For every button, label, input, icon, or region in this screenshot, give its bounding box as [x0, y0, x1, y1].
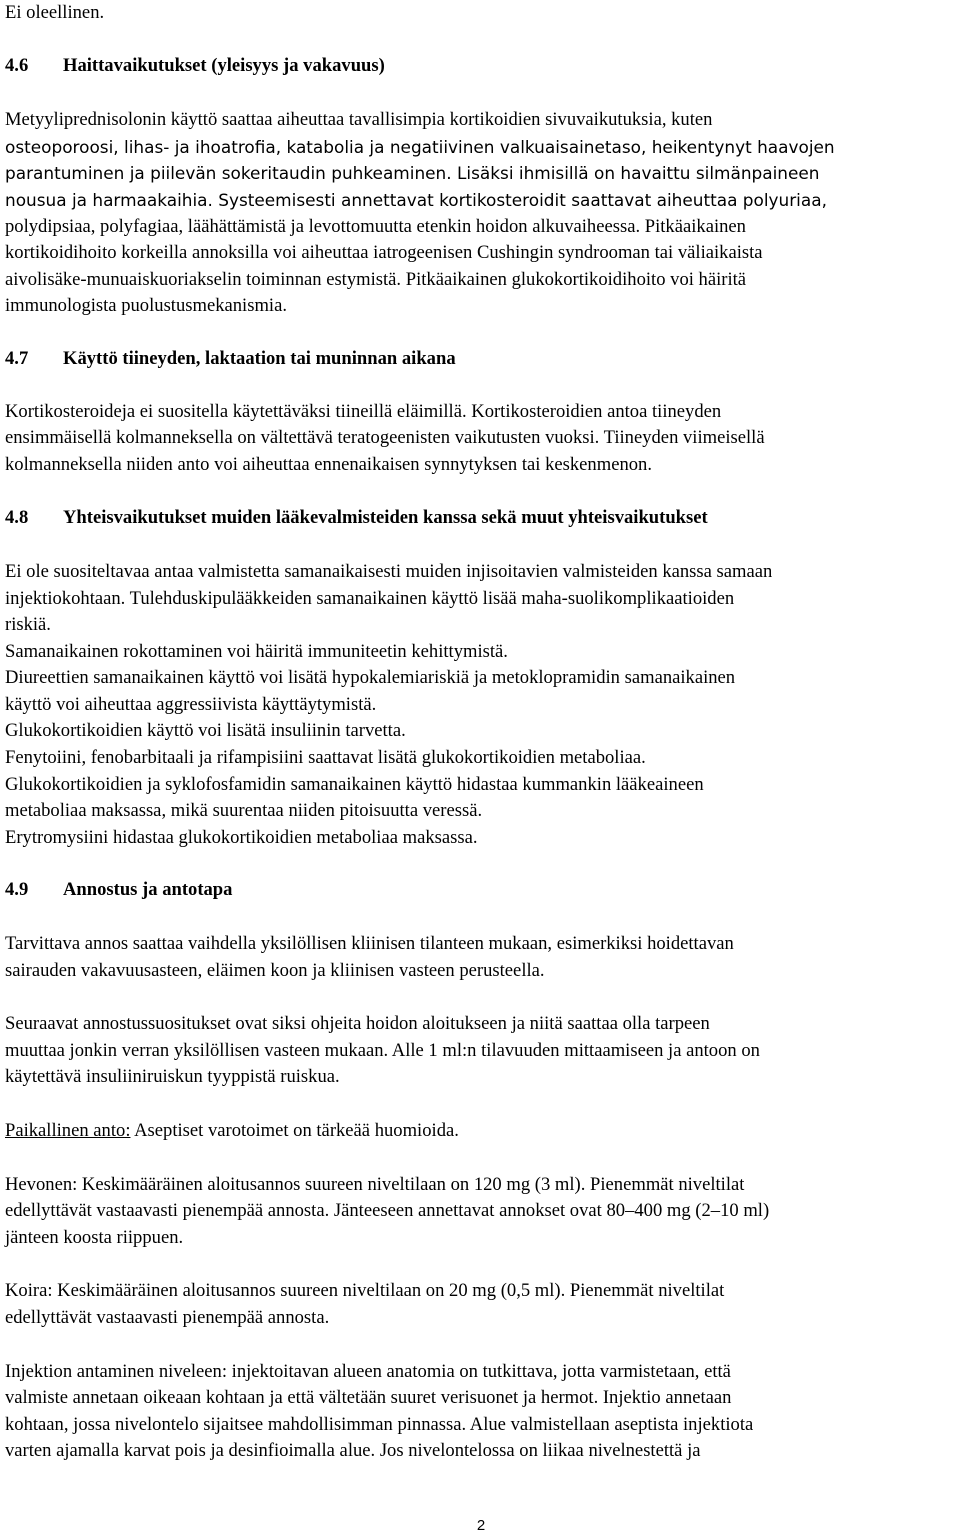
text-line: kohtaan, jossa nivelontelo sijaitsee mahdollisimman pinnassa. Alue valmistellaan aseptista injektiota: [5, 1413, 754, 1435]
section-number: 4.7: [5, 347, 29, 369]
text-line: käytettävä insuliiniruiskun tyyppistä ruiskua.: [5, 1066, 340, 1088]
section-number: 4.6: [5, 54, 29, 76]
text-line: Diureettien samanaikainen käyttö voi lisätä hypokalemiariskiä ja metoklopramidin samanaikainen: [5, 667, 736, 689]
section-title: Haittavaikutukset (yleisyys ja vakavuus): [63, 54, 385, 76]
text-line: Erytromysiini hidastaa glukokortikoidien metaboliaa maksassa.: [5, 826, 478, 848]
text-line: immunologista puolustusmekanismia.: [5, 295, 287, 317]
section-title: Käyttö tiineyden, laktaation tai muninnan aikana: [63, 347, 456, 369]
text-line: edellyttävät vastaavasti pienempää annosta.: [5, 1306, 330, 1328]
text-line: polydipsiaa, polyfagiaa, läähättämistä ja levottomuutta etenkin hoidon alkuvaiheessa. Pitkäaikainen: [5, 215, 746, 237]
text-line: osteoporoosi, lihas- ja ihoatrofia, katabolia ja negatiivinen valkuaisainetaso, heikentynyt haavojen: [5, 136, 835, 157]
text-line: valmiste annetaan oikeaan kohtaan ja että vältetään suuret verisuonet ja hermot. Injektio annetaan: [5, 1387, 732, 1409]
page-number: 2: [476, 1517, 486, 1534]
dog-dosage-paragraph: [5, 1278, 957, 1331]
section-4-6-paragraph: [5, 107, 957, 320]
text-line: Tarvittava annos saattaa vaihdella yksilöllisen kliinisen tilanteen mukaan, esimerkiksi hoidettavan: [5, 933, 734, 955]
text-line: sairauden vakavuusasteen, eläimen koon ja kliinisen vasteen perusteella.: [5, 959, 545, 981]
text-line: Seuraavat annostussuositukset ovat siksi ohjeita hoidon aloitukseen ja niitä saattaa olla tarpeen: [5, 1013, 710, 1035]
text-line: Kortikosteroideja ei suositella käytettäväksi tiineillä eläimillä. Kortikosteroidien antoa tiineyden: [5, 400, 722, 422]
label-text: Aseptiset varotoimet on tärkeää huomioida.: [130, 1120, 459, 1141]
local-administration-paragraph: [5, 1118, 957, 1145]
text-line: jänteen koosta riippuen.: [5, 1226, 184, 1248]
text-line: nousua ja harmaakaihia. Systeemisesti annettavat kortikosteroidit saattavat aiheuttaa polyuriaa,: [5, 189, 827, 210]
underlined-label: Paikallinen anto:: [5, 1120, 131, 1141]
section-4-8-paragraph: [5, 559, 957, 852]
section-4-9-heading: [5, 877, 957, 904]
text-line: riskiä.: [5, 614, 51, 636]
text-line: varten ajamalla karvat pois ja desinfioimalla alue. Jos nivelontelossa on liikaa nivelnestettä ja: [5, 1440, 701, 1462]
joint-injection-paragraph: [5, 1359, 957, 1465]
text-line: Fenytoiini, fenobarbitaali ja rifampisiini saattavat lisätä glukokortikoidien metaboliaa.: [5, 747, 646, 769]
text-line: muuttaa jonkin verran yksilöllisen vasteen mukaan. Alle 1 ml:n tilavuuden mittaamiseen ja antoon on: [5, 1039, 760, 1061]
section-number: 4.8: [5, 507, 29, 529]
text-line: Injektion antaminen niveleen: injektoitavan alueen anatomia on tutkittava, jotta varmistetaan, että: [5, 1360, 731, 1382]
section-4-7-paragraph: [5, 399, 957, 479]
text-line: kortikoidihoito korkeilla annoksilla voi aiheuttaa iatrogeenisen Cushingin syndrooman tai väliaikaista: [5, 242, 763, 264]
document-page: [5, 0, 957, 1465]
text-line: parantuminen ja piilevän sokeritaudin puhkeaminen. Lisäksi ihmisillä on havaittu silmänpaineen: [5, 163, 820, 184]
dosage-paragraph-2: [5, 1011, 957, 1091]
text-line: Metyyliprednisolonin käyttö saattaa aiheuttaa tavallisimpia kortikoidien sivuvaikutuksia, kuten: [5, 109, 713, 131]
text-line: Glukokortikoidien käyttö voi lisätä insuliinin tarvetta.: [5, 720, 406, 742]
section-number: 4.9: [5, 879, 29, 901]
intro-text: Ei oleellinen.: [5, 2, 105, 23]
text-line: käyttö voi aiheuttaa aggressiivista käyttäytymistä.: [5, 693, 377, 715]
text-line: metaboliaa maksassa, mikä suurentaa niiden pitoisuutta veressä.: [5, 800, 483, 822]
section-title: Annostus ja antotapa: [63, 879, 233, 901]
dosage-paragraph-1: [5, 931, 957, 984]
section-4-6-heading: [5, 53, 957, 80]
text-line: [5, 1118, 957, 1145]
text-line: Ei ole suositeltavaa antaa valmistetta samanaikaisesti muiden injisoitavien valmisteiden kanssa samaan: [5, 560, 773, 582]
text-line: aivolisäke-munuaiskuoriakselin toiminnan estymistä. Pitkäaikainen glukokortikoidihoito voi häiritä: [5, 268, 747, 290]
text-line: injektiokohtaan. Tulehduskipulääkkeiden samanaikainen käyttö lisää maha-suolikomplikaatioiden: [5, 587, 735, 609]
text-line: Koira: Keskimääräinen aloitusannos suureen niveltilaan on 20 mg (0,5 ml). Pienemmät niveltilat: [5, 1280, 725, 1302]
section-title: Yhteisvaikutukset muiden lääkevalmisteiden kanssa sekä muut yhteisvaikutukset: [63, 507, 708, 529]
section-4-8-heading: [5, 505, 957, 532]
section-4-7-heading: [5, 346, 957, 373]
text-line: edellyttävät vastaavasti pienempää annosta. Jänteeseen annettavat annokset ovat 80–400 mg (2–10 ml): [5, 1200, 770, 1222]
text-line: Samanaikainen rokottaminen voi häiritä immuniteetin kehittymistä.: [5, 640, 508, 662]
horse-dosage-paragraph: [5, 1172, 957, 1252]
text-line: Glukokortikoidien ja syklofosfamidin samanaikainen käyttö hidastaa kummankin lääkeaineen: [5, 773, 704, 795]
text-line: Hevonen: Keskimääräinen aloitusannos suureen niveltilaan on 120 mg (3 ml). Pienemmät niveltilat: [5, 1173, 745, 1195]
text-line: ensimmäisellä kolmanneksella on vältettävä teratogeenisten vaikutusten vuoksi. Tiineyden viimeisellä: [5, 427, 765, 449]
text-line: kolmanneksella niiden anto voi aiheuttaa ennenaikaisen synnytyksen tai keskenmenon.: [5, 453, 652, 475]
